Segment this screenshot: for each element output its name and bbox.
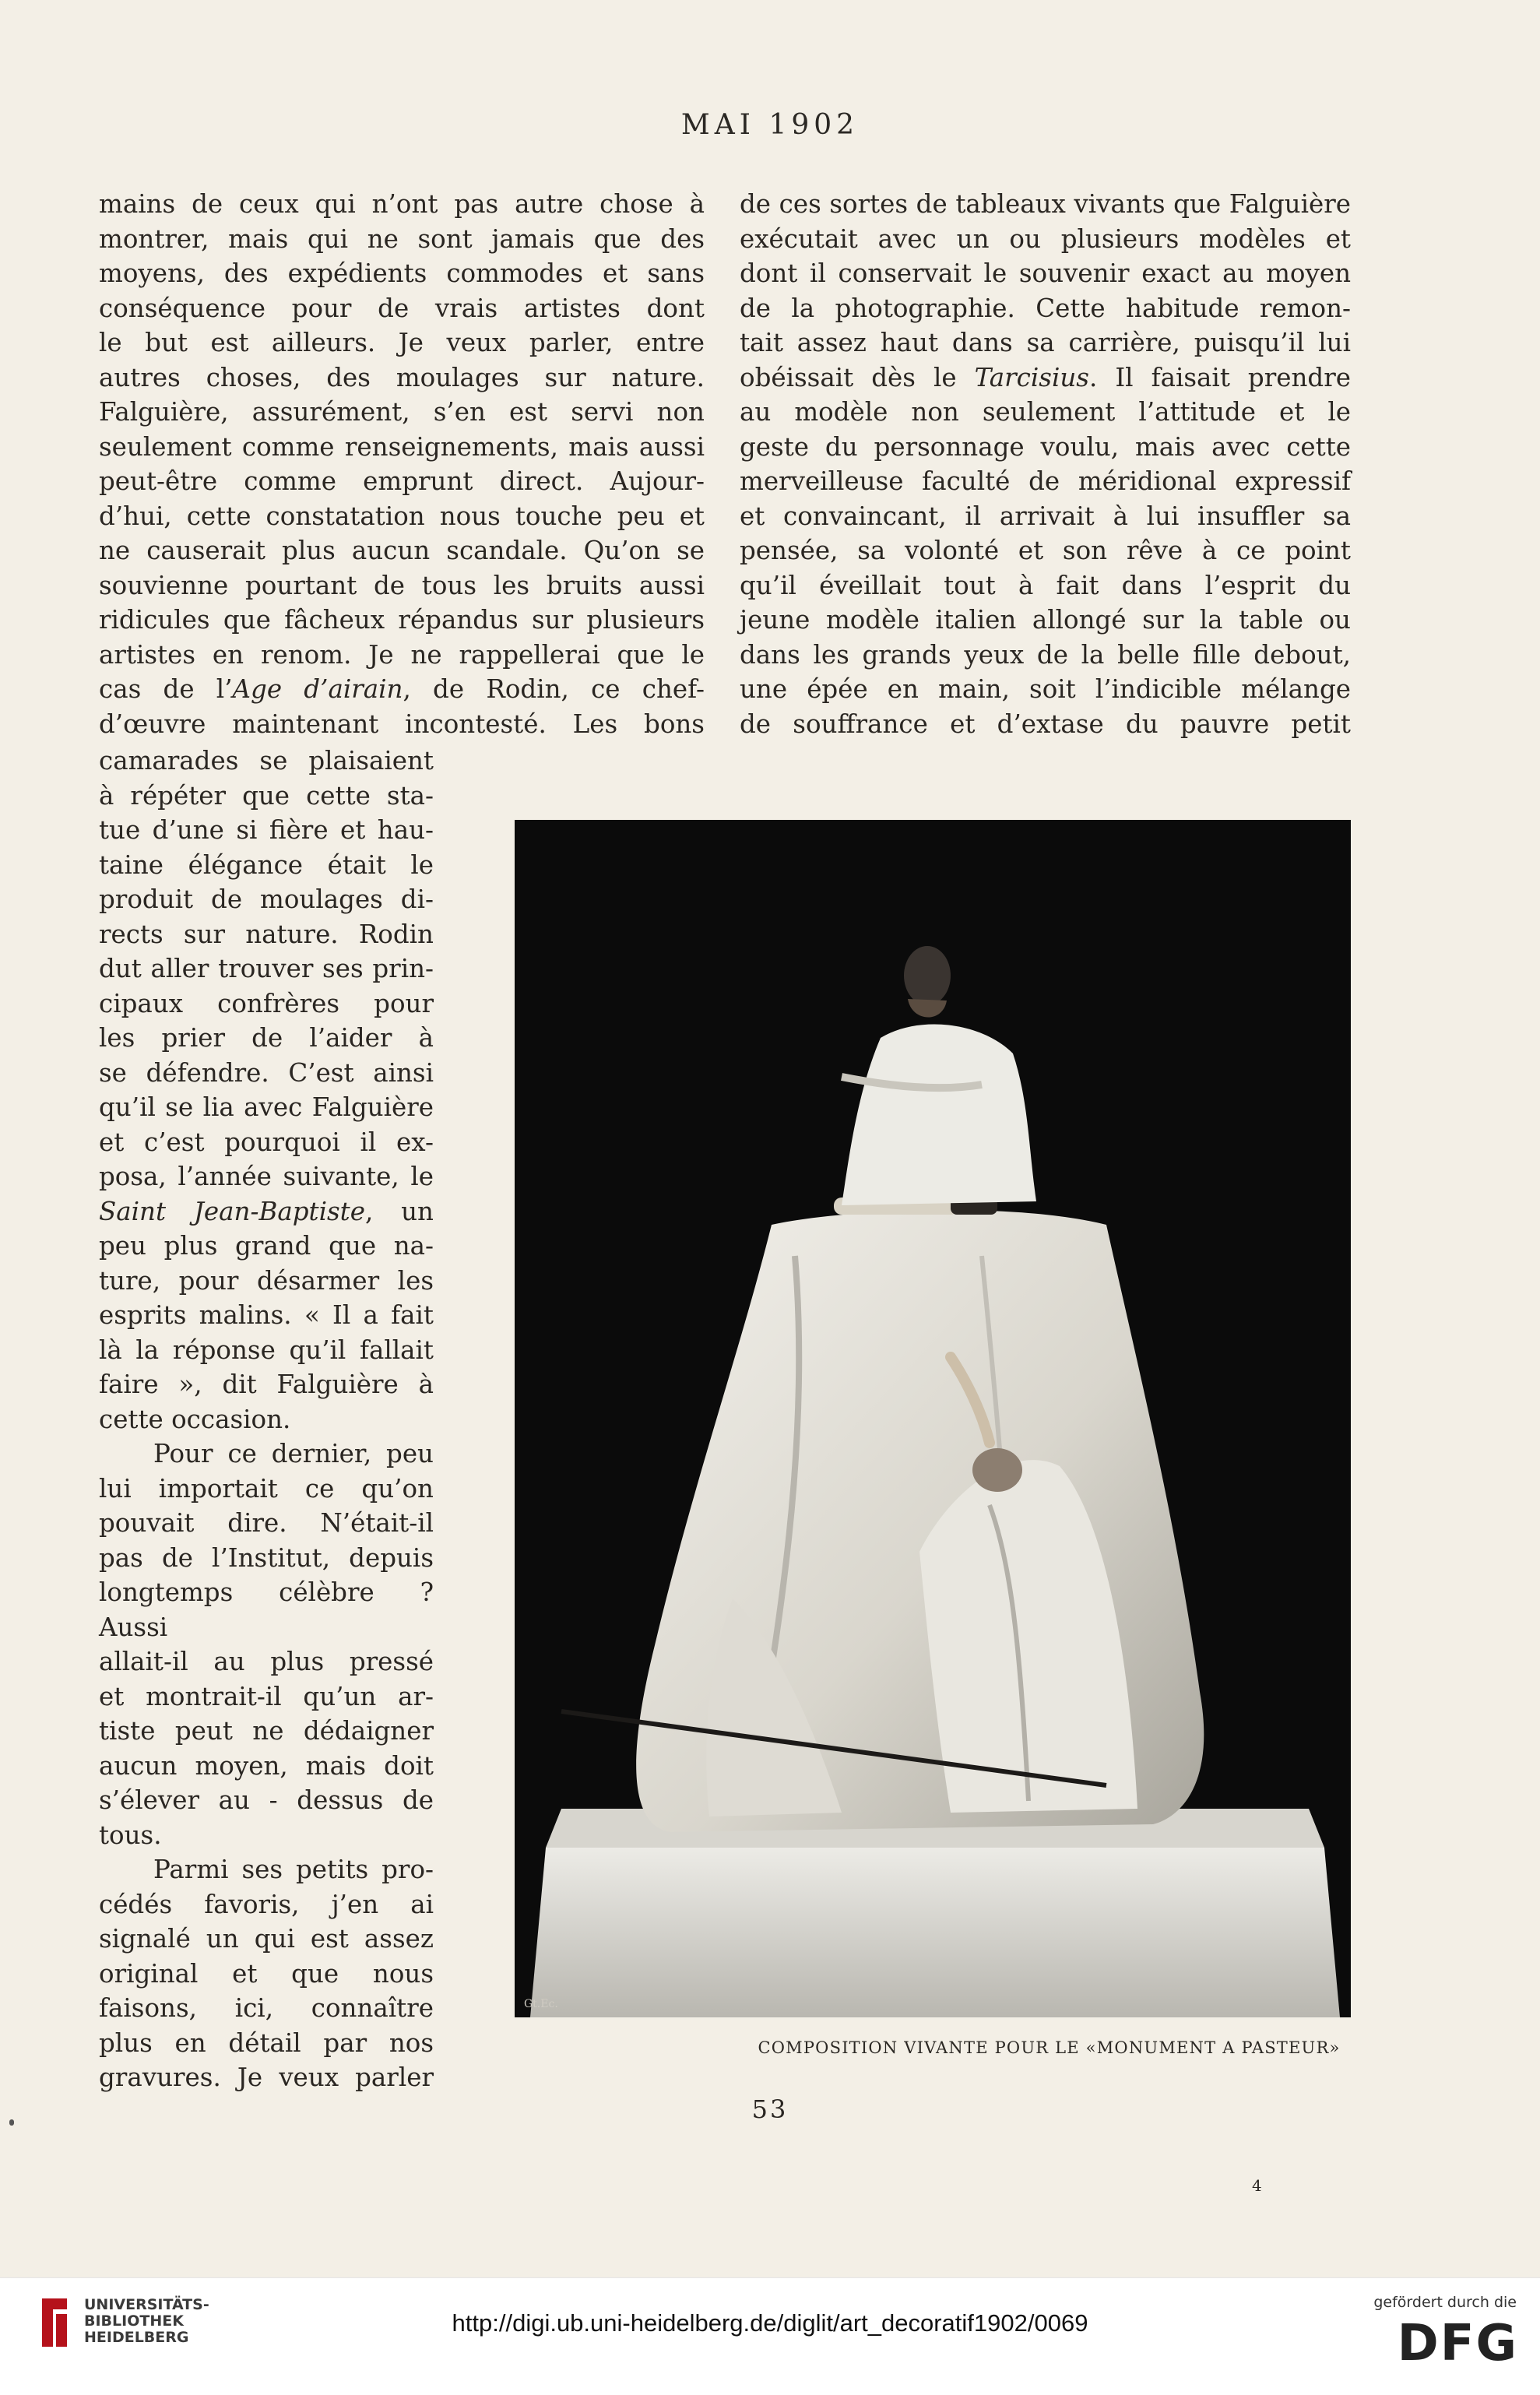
- margin-speck: [9, 2119, 14, 2126]
- text-line: aucun moyen, mais doit: [99, 1750, 434, 1781]
- text-fragment: obéissait dès le: [740, 362, 975, 392]
- text-line: esprits malins. « Il a fait: [99, 1300, 434, 1330]
- text-line: plus en détail par nos: [99, 2027, 434, 2058]
- text-line: pensée, sa volonté et son rêve à ce point: [740, 536, 1351, 565]
- text-line: Falguière, assurément, s’en est servi non: [99, 397, 705, 427]
- text-line: gravures. Je veux parler: [99, 2063, 434, 2092]
- text-line: artistes en renom. Je ne rappellerai que le: [99, 639, 705, 670]
- library-name-line-1: UNIVERSITÄTS-: [84, 2296, 209, 2313]
- text-line: merveilleuse faculté de méridional expressif: [740, 466, 1351, 496]
- text-line: au modèle non seulement l’attitude et le: [740, 397, 1351, 427]
- text-line: qu’il se lia avec Falguière: [99, 1092, 434, 1122]
- text-line: autres choses, des moulages sur nature.: [99, 362, 705, 392]
- text-line: se défendre. C’est ainsi: [99, 1057, 434, 1088]
- text-line: ne causerait plus aucun scandale. Qu’on se: [99, 536, 705, 565]
- left-column-top: [99, 187, 705, 741]
- text-line: dans les grands yeux de la belle fille debout,: [740, 639, 1351, 670]
- text-line: [99, 1194, 434, 1229]
- text-line: peu plus grand que na-: [99, 1231, 434, 1261]
- text-line: Pour ce dernier, peu: [153, 1439, 434, 1468]
- text-line: [99, 672, 705, 707]
- text-line: taine élégance était le: [99, 849, 434, 880]
- text-line: mains de ceux qui n’ont pas autre chose à: [99, 189, 705, 219]
- text-line: ridicules que fâcheux répandus sur plusieurs: [99, 605, 705, 635]
- text-fragment: , un: [364, 1196, 434, 1226]
- text-line: peut-être comme emprunt direct. Aujour-: [99, 466, 705, 496]
- text-line: cipaux confrères pour: [99, 988, 434, 1018]
- signature-mark: 4: [1252, 2176, 1262, 2195]
- italic-title: Age d’airain: [232, 674, 403, 704]
- text-line: posa, l’année suivante, le: [99, 1162, 434, 1191]
- library-name-line-3: HEIDELBERG: [84, 2329, 189, 2346]
- text-line: une épée en main, soit l’indicible mélange: [740, 674, 1351, 704]
- text-fragment: , de Rodin, ce chef-: [403, 674, 705, 704]
- text-line: de ces sortes de tableaux vivants que Falguière: [740, 189, 1351, 219]
- text-line: s’élever au - dessus de: [99, 1785, 434, 1815]
- text-line: là la réponse qu’il fallait: [99, 1335, 434, 1365]
- figure-caption: COMPOSITION VIVANTE POUR LE «MONUMENT A PASTEUR»: [758, 2038, 1341, 2057]
- text-line: souvienne pourtant de tous les bruits aussi: [99, 570, 705, 600]
- running-title: MAI 1902: [680, 109, 860, 141]
- library-name-line-2: BIBLIOTHEK: [84, 2312, 184, 2330]
- text-line: produit de moulages di-: [99, 884, 434, 914]
- text-line: le but est ailleurs. Je veux parler, entre: [99, 328, 705, 357]
- text-line: signalé un qui est assez: [99, 1924, 434, 1954]
- sculpture-photograph: [515, 820, 1351, 2017]
- text-line: cette occasion.: [99, 1404, 291, 1434]
- text-line: jeune modèle italien allongé sur la table ou: [740, 605, 1351, 635]
- text-line: d’hui, cette constatation nous touche peu et: [99, 501, 705, 531]
- text-line: original et que nous: [99, 1958, 434, 1989]
- text-line: Parmi ses petits pro-: [153, 1855, 434, 1884]
- text-line: conséquence pour de vrais artistes dont: [99, 293, 705, 323]
- text-line: exécutait avec un ou plusieurs modèles et: [740, 223, 1351, 254]
- text-line: et c’est pourquoi il ex-: [99, 1127, 434, 1157]
- text-line: pouvait dire. N’était-il: [99, 1508, 434, 1538]
- text-line: seulement comme renseignements, mais aussi: [99, 431, 705, 462]
- text-fragment: cas de l’: [99, 674, 233, 704]
- text-line: qu’il éveillait tout à fait dans l’esprit du: [740, 570, 1351, 600]
- permalink-link[interactable]: http://digi.ub.uni-heidelberg.de/diglit/art_decoratif1902/0069: [452, 2309, 1088, 2337]
- text-line: faisons, ici, connaître: [99, 1993, 434, 2023]
- text-line: tue d’une si fière et hau-: [99, 815, 434, 845]
- text-line: camarades se plaisaient: [99, 746, 434, 775]
- text-line: et montrait-il qu’un ar-: [99, 1681, 434, 1711]
- text-line: les prier de l’aider à: [99, 1023, 434, 1053]
- left-column-narrow: [99, 744, 434, 2095]
- italic-title: Saint Jean-Baptiste: [99, 1196, 365, 1226]
- engraver-mark: Gt.Ec.: [524, 1998, 558, 2010]
- text-line: de la photographie. Cette habitude remon-: [740, 293, 1351, 323]
- text-line: tait assez haut dans sa carrière, puisqu’il lui: [740, 328, 1351, 357]
- text-line: faire », dit Falguière à: [99, 1370, 434, 1399]
- text-line: allait-il au plus pressé: [99, 1647, 434, 1676]
- text-line: tiste peut ne dédaigner: [99, 1716, 434, 1746]
- text-line: geste du personnage voulu, mais avec cette: [740, 431, 1351, 462]
- text-line: pas de l’Institut, depuis: [99, 1542, 434, 1573]
- text-line: tous.: [99, 1820, 162, 1850]
- text-line: dont il conservait le souvenir exact au moyen: [740, 258, 1351, 288]
- text-line: de souffrance et d’extase du pauvre petit: [740, 709, 1351, 739]
- text-line: moyens, des expédients commodes et sans: [99, 258, 705, 288]
- text-line: ture, pour désarmer les: [99, 1265, 434, 1296]
- text-line: dut aller trouver ses prin-: [99, 954, 434, 983]
- text-line: cédés favoris, j’en ai: [99, 1889, 434, 1919]
- text-line: rects sur nature. Rodin: [99, 919, 434, 949]
- text-line: d’œuvre maintenant incontesté. Les bons: [99, 709, 705, 739]
- text-line: [740, 360, 1351, 396]
- italic-title: Tarcisius: [974, 362, 1089, 392]
- text-line: montrer, mais qui ne sont jamais que des: [99, 223, 705, 254]
- funded-by-label: gefördert durch die: [1373, 2294, 1517, 2311]
- page-number: 53: [751, 2094, 789, 2124]
- right-column: [740, 187, 1351, 741]
- text-line: longtemps célèbre ? Aussi: [99, 1577, 434, 1642]
- text-line: à répéter que cette sta-: [99, 780, 434, 811]
- digitization-footer: [0, 2277, 1540, 2395]
- text-line: et convaincant, il arrivait à lui insuffler sa: [740, 501, 1351, 531]
- text-line: lui importait ce qu’on: [99, 1473, 434, 1503]
- text-fragment: . Il faisait prendre: [1088, 362, 1351, 392]
- dfg-logo: DFG: [1397, 2315, 1518, 2372]
